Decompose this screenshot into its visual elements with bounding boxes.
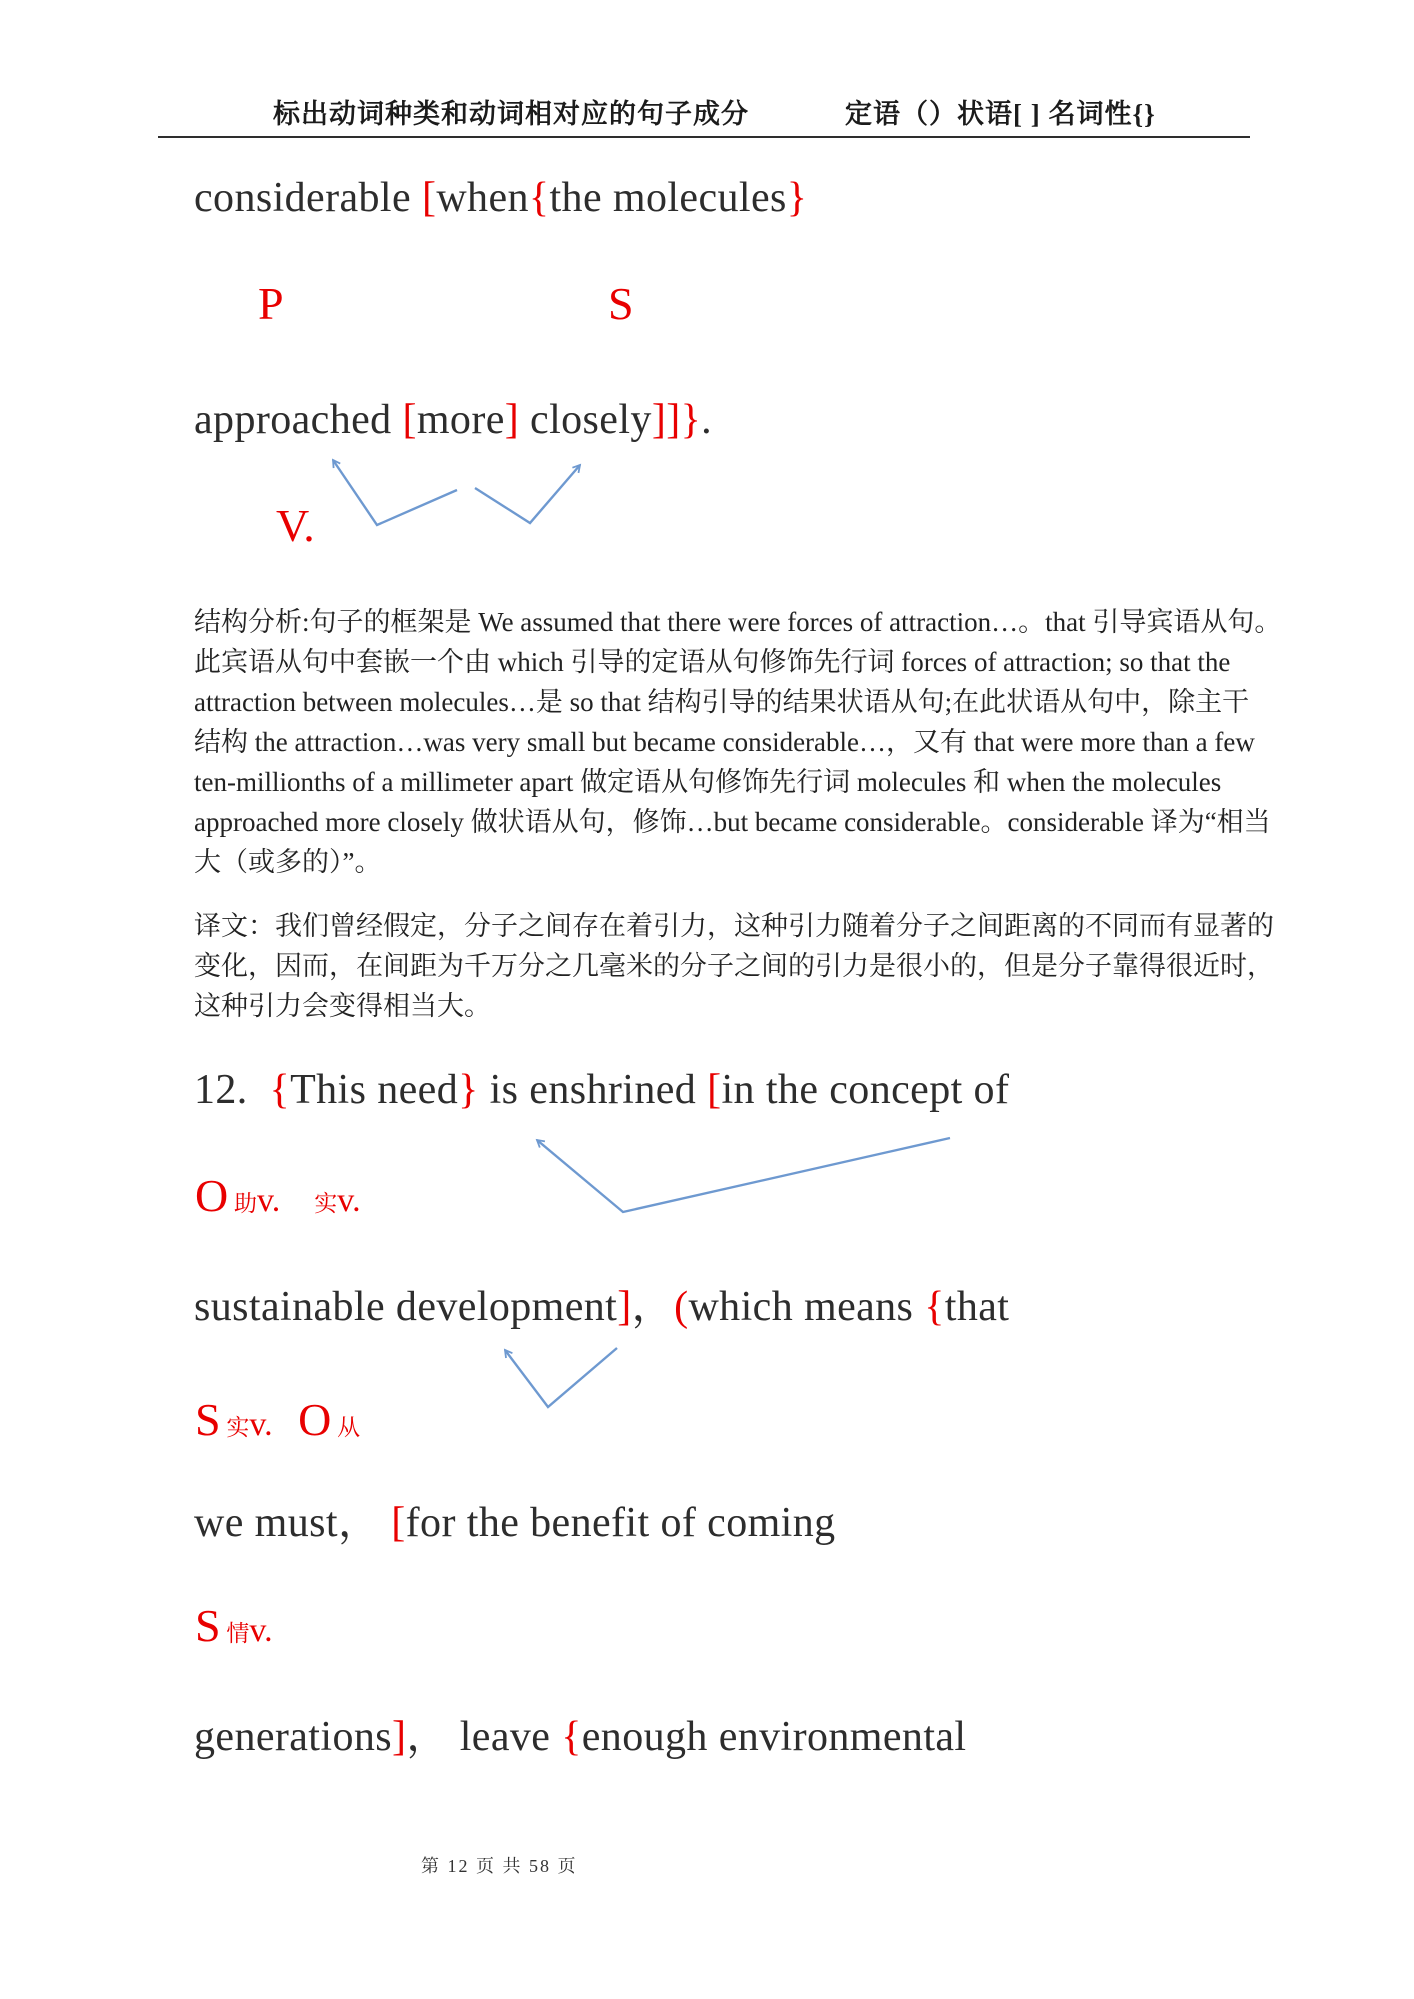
text-segment: approached xyxy=(194,397,403,443)
text-segment: sustainable development xyxy=(194,1284,618,1330)
bracket-markup: { xyxy=(269,1067,291,1113)
analysis-line: 结构分析:句子的框架是 We assumed that there were forces of attraction…。that 引导宾语从句。 xyxy=(194,607,1282,637)
analysis-line: approached more closely 做状语从句，修饰…but became considerable。considerable 译为“相当 xyxy=(194,807,1271,837)
text-segment: 助 xyxy=(228,1191,257,1216)
bracket-markup: [ xyxy=(402,397,417,443)
text-segment: 实 xyxy=(314,1191,338,1216)
text-segment: when xyxy=(436,175,529,221)
translation-paragraph xyxy=(194,906,1274,1026)
grammar-labels-12c xyxy=(195,1602,273,1650)
text-segment: we must xyxy=(194,1500,338,1546)
bracket-markup: } xyxy=(786,175,808,221)
grammar-labels-12b xyxy=(195,1396,360,1444)
bracket-markup: } xyxy=(458,1067,479,1113)
text-segment: in the concept of xyxy=(721,1067,1010,1113)
text-segment: which means xyxy=(688,1284,925,1330)
grammar-label-s: S xyxy=(608,278,634,329)
header-left-title: 标出动词种类和动词相对应的句子成分 xyxy=(273,99,749,129)
translation-line: 变化，因而，在间距为千万分之几毫米的分子之间的引力是很小的，但是分子靠得很近时， xyxy=(194,951,1274,981)
bracket-markup: [ xyxy=(391,1500,406,1546)
text-segment: that xyxy=(944,1284,1010,1330)
text-segment: ， xyxy=(337,1500,392,1546)
analysis-line: ten-millionths of a millimeter apart 做定语从句修饰先行词 molecules 和 when the molecules xyxy=(194,767,1222,797)
bracket-markup: { xyxy=(528,175,550,221)
translation-line: 这种引力会变得相当大。 xyxy=(194,991,491,1021)
sentence-line-12b xyxy=(194,1281,1009,1334)
text-segment: . xyxy=(701,397,713,443)
sentence-line-12d xyxy=(194,1711,967,1764)
bracket-markup: ] xyxy=(392,1714,407,1760)
sentence-line-11a xyxy=(194,172,807,225)
text-segment: the molecules xyxy=(549,175,787,221)
header-right-legend: 定语（）状语[ ] 名词性{} xyxy=(845,99,1156,129)
text-segment: This need xyxy=(290,1067,459,1113)
relation-arrow-enshrined xyxy=(537,1138,950,1212)
text-segment: v. xyxy=(337,1182,361,1219)
bracket-markup: { xyxy=(924,1284,945,1330)
header-divider xyxy=(158,136,1250,138)
bracket-markup: [ xyxy=(707,1067,722,1113)
text-segment: for the benefit of coming xyxy=(405,1500,836,1546)
text-segment: S xyxy=(195,1600,221,1651)
relation-arrow-development xyxy=(505,1348,617,1407)
analysis-line: 大（或多的）”。 xyxy=(194,847,382,877)
sentence-line-12a xyxy=(194,1064,1009,1117)
analysis-line: attraction between molecules…是 so that 结构引导的结果状语从句;在此状语从句中，除主干 xyxy=(194,687,1250,717)
text-segment: 12. xyxy=(194,1067,270,1113)
text-segment: 情 xyxy=(220,1621,250,1646)
text-segment: closely xyxy=(519,397,652,443)
text-segment: considerable xyxy=(194,175,422,221)
text-segment: O xyxy=(298,1394,332,1445)
text-segment xyxy=(273,1406,299,1443)
sentence-line-12c xyxy=(194,1497,836,1550)
text-segment: enough environmental xyxy=(581,1714,967,1760)
sentence-line-11b xyxy=(194,394,712,447)
bracket-markup: ]]} xyxy=(651,397,702,443)
analysis-line: 结构 the attraction…was very small but became considerable…，又有 that were more than a few xyxy=(194,727,1255,757)
translation-line: 译文：我们曾经假定，分子之间存在着引力，这种引力随着分子之间距离的不同而有显著的 xyxy=(194,911,1274,941)
analysis-line: 此宾语从句中套嵌一个由 which 引导的定语从句修饰先行词 forces of attraction; so that the xyxy=(194,647,1231,677)
text-segment: O xyxy=(195,1170,229,1221)
text-segment: 从 xyxy=(331,1415,361,1440)
text-segment: S xyxy=(195,1394,221,1445)
relation-arrow-v-right xyxy=(475,465,580,523)
bracket-markup: [ xyxy=(421,175,437,221)
text-segment xyxy=(280,1182,314,1219)
bracket-markup: ] xyxy=(504,397,520,443)
text-segment: is enshrined xyxy=(478,1067,708,1113)
structure-analysis-paragraph xyxy=(194,602,1281,882)
text-segment: v. xyxy=(249,1612,273,1649)
text-segment: leave xyxy=(459,1714,562,1760)
grammar-label-p: P xyxy=(258,278,284,329)
text-segment: generations xyxy=(194,1714,392,1760)
grammar-label-v: V. xyxy=(276,500,315,551)
text-segment: ， xyxy=(631,1284,675,1330)
page-footer: 第 12 页 共 58 页 xyxy=(421,1856,578,1876)
text-segment: 实 xyxy=(220,1415,250,1440)
bracket-markup: ( xyxy=(674,1284,689,1330)
relation-arrow-v-left xyxy=(333,460,457,525)
text-segment: v. xyxy=(256,1182,281,1219)
text-segment: v. xyxy=(249,1406,273,1443)
text-segment: ， xyxy=(406,1714,460,1760)
text-segment: more xyxy=(416,397,505,443)
bracket-markup: ] xyxy=(617,1284,632,1330)
bracket-markup: { xyxy=(561,1714,582,1760)
grammar-labels-12a xyxy=(195,1172,361,1220)
